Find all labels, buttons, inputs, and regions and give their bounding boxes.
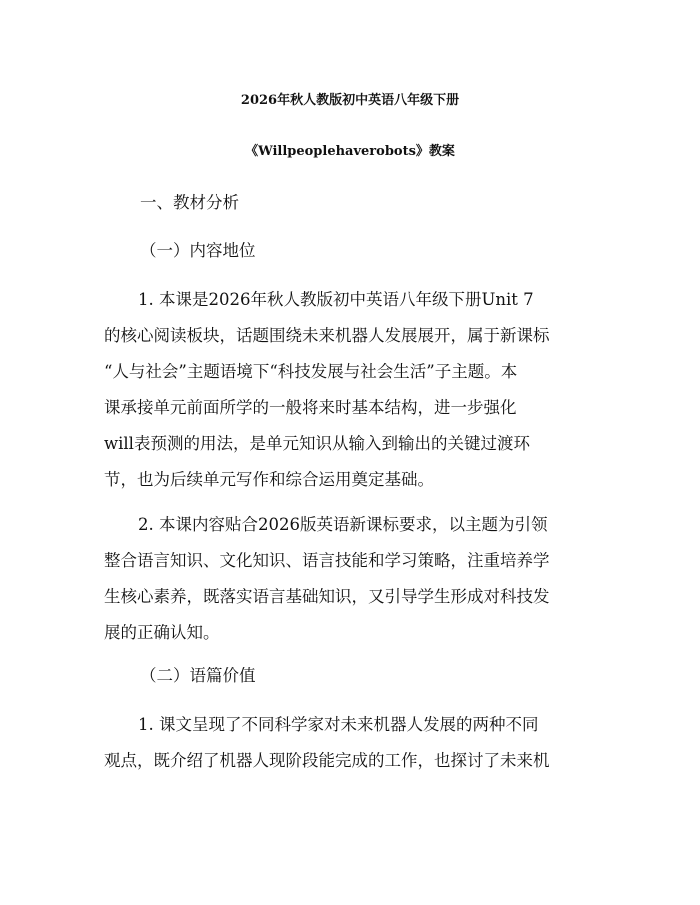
paragraph-2: [104, 507, 598, 651]
paragraph-3-line: 1. 课文呈现了不同科学家对未来机器人发展的两种不同: [138, 715, 539, 734]
subsection-heading-1: （一）内容地位: [140, 241, 256, 260]
paragraph-2-line: 生核心素养，既落实语言基础知识，又引导学生形成对科技发: [104, 587, 550, 606]
document-title-line-2: 《Willpeoplehaverobots》教案: [245, 144, 455, 159]
document-title-line-1: 2026年秋人教版初中英语八年级下册: [240, 93, 460, 108]
paragraph-1-line: 1. 本课是2026年秋人教版初中英语八年级下册Unit 7: [138, 290, 534, 309]
paragraph-2-line: 2. 本课内容贴合2026版英语新课标要求，以主题为引领: [138, 515, 548, 534]
paragraph-3-line: 观点，既介绍了机器人现阶段能完成的工作，也探讨了未来机: [104, 751, 550, 770]
paragraph-1: [104, 282, 598, 498]
paragraph-1-line: “人与社会”主题语境下“科技发展与社会生活”子主题。本: [104, 362, 518, 381]
paragraph-1-line: 课承接单元前面所学的一般将来时基本结构，进一步强化: [104, 398, 517, 417]
subsection-heading-2: （二）语篇价值: [140, 666, 256, 685]
section-heading-1: 一、教材分析: [140, 193, 239, 212]
paragraph-2-line: 展的正确认知。: [104, 623, 220, 642]
paragraph-1-line: 节，也为后续单元写作和综合运用奠定基础。: [104, 470, 434, 489]
paragraph-1-line: 的核心阅读板块，话题围绕未来机器人发展展开，属于新课标: [104, 326, 550, 345]
paragraph-2-line: 整合语言知识、文化知识、语言技能和学习策略，注重培养学: [104, 551, 550, 570]
paragraph-3: [104, 707, 598, 779]
paragraph-1-line: will表预测的用法，是单元知识从输入到输出的关键过渡环: [104, 434, 530, 453]
